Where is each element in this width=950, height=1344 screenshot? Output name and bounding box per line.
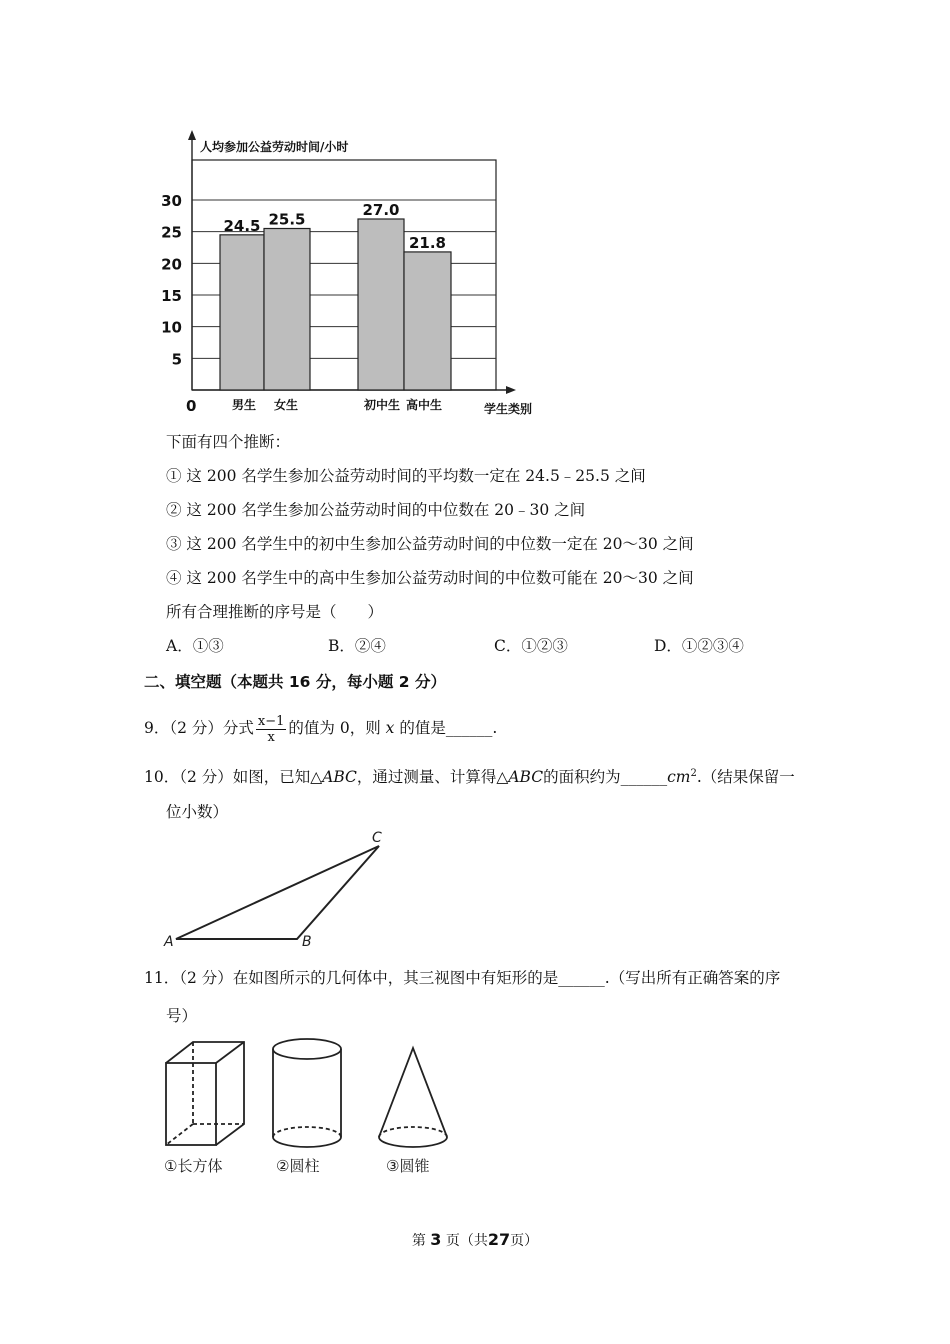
caption-cylinder: ②圆柱 bbox=[276, 1157, 320, 1175]
x-axis-arrow bbox=[506, 386, 516, 394]
footer-post: 页） bbox=[510, 1233, 539, 1249]
q10-post: 的面积约为______ bbox=[543, 768, 668, 787]
cone-shape bbox=[379, 1048, 447, 1147]
q8-statement-2: ② 这 200 名学生参加公益劳动时间的中位数在 20﹣30 之间 bbox=[166, 501, 586, 519]
q9 bbox=[144, 710, 497, 746]
q10-unit: cm bbox=[667, 768, 691, 787]
y-tick-label: 25 bbox=[161, 223, 182, 242]
q10-line1 bbox=[144, 764, 795, 787]
q11-line1: 11．（2 分）在如图所示的几何体中，其三视图中有矩形的是______.（写出所有正确答案的序 bbox=[144, 969, 781, 987]
q8-option-c: C．①②③ bbox=[494, 637, 568, 655]
bar bbox=[264, 229, 310, 391]
y-tick-label: 30 bbox=[161, 192, 182, 210]
caption-cone: ③圆锥 bbox=[386, 1157, 430, 1175]
q10-end: .（结果保留一 bbox=[696, 768, 795, 787]
q9-numerator: x−1 bbox=[257, 713, 285, 729]
q9-fraction bbox=[256, 714, 287, 745]
bar-chart bbox=[150, 118, 550, 418]
q8-statement-3: ③ 这 200 名学生中的初中生参加公益劳动时间的中位数一定在 20～30 之间 bbox=[166, 535, 694, 553]
bar-value-label: 24.5 bbox=[223, 216, 261, 235]
y-axis-title: 人均参加公益劳动时间/小时 bbox=[200, 140, 349, 154]
q9-suffix: 的值为 0，则 bbox=[288, 719, 381, 737]
footer-mid: 页（共 bbox=[445, 1233, 488, 1249]
footer-total: 27 bbox=[487, 1230, 511, 1249]
y-tick-label: 10 bbox=[161, 318, 182, 337]
q8-option-b: B．②④ bbox=[328, 637, 386, 655]
caption-cuboid: ①长方体 bbox=[164, 1157, 223, 1175]
q8-statement-4: ④ 这 200 名学生中的高中生参加公益劳动时间的中位数可能在 20～30 之间 bbox=[166, 569, 694, 587]
cuboid-shape bbox=[166, 1042, 244, 1145]
label-b: B bbox=[302, 934, 312, 950]
bar-value-label: 27.0 bbox=[362, 201, 400, 219]
x-axis-title: 学生类别 bbox=[484, 402, 533, 416]
footer-page: 3 bbox=[430, 1230, 442, 1249]
cylinder-shape bbox=[273, 1039, 341, 1147]
category-label: 初中生 bbox=[363, 398, 401, 412]
solids-figure bbox=[150, 1030, 470, 1180]
q8-prompt: 所有合理推断的序号是（ ） bbox=[166, 603, 384, 621]
q10-pre: 10．（2 分）如图，已知△ bbox=[144, 768, 323, 787]
q10-line2: 位小数） bbox=[166, 803, 229, 821]
q10-abc-1: ABC bbox=[322, 768, 357, 787]
category-label: 高中生 bbox=[405, 398, 443, 412]
q9-tail: 的值是______. bbox=[399, 719, 498, 737]
category-label: 男生 bbox=[231, 398, 257, 412]
origin-label: 0 bbox=[186, 397, 197, 415]
label-a: A bbox=[164, 934, 174, 950]
bar-value-label: 25.5 bbox=[268, 210, 306, 229]
q11-line2: 号） bbox=[166, 1007, 198, 1025]
q8-option-a: A．①③ bbox=[166, 637, 224, 655]
q10-sup: 2 bbox=[690, 768, 697, 779]
q10-abc-2: ABC bbox=[508, 768, 544, 787]
page-footer bbox=[0, 1230, 950, 1250]
q8-intro: 下面有四个推断： bbox=[166, 433, 291, 451]
footer-pre: 第 bbox=[411, 1233, 426, 1249]
bar bbox=[404, 252, 451, 390]
bar bbox=[220, 235, 264, 390]
q8-option-d: D．①②③④ bbox=[654, 637, 744, 655]
bar-value-label: 21.8 bbox=[408, 233, 447, 252]
y-tick-label: 5 bbox=[171, 350, 182, 369]
bar bbox=[358, 219, 404, 390]
q8-statement-1: ① 这 200 名学生参加公益劳动时间的平均数一定在 24.5﹣25.5 之间 bbox=[166, 467, 646, 485]
q9-var: x bbox=[385, 719, 395, 737]
triangle-abc bbox=[176, 846, 379, 939]
q9-denominator: x bbox=[267, 729, 275, 745]
section-title: 二、填空题（本题共 16 分，每小题 2 分） bbox=[144, 673, 446, 691]
category-label: 女生 bbox=[273, 398, 299, 412]
q10-mid: ，通过测量、计算得△ bbox=[356, 768, 509, 787]
y-tick-label: 20 bbox=[161, 255, 182, 274]
q9-prefix: 9．（2 分）分式 bbox=[144, 719, 254, 737]
y-axis-arrow bbox=[188, 130, 196, 140]
label-c: C bbox=[372, 830, 382, 846]
y-tick-label: 15 bbox=[161, 287, 182, 305]
triangle-figure bbox=[160, 826, 400, 952]
